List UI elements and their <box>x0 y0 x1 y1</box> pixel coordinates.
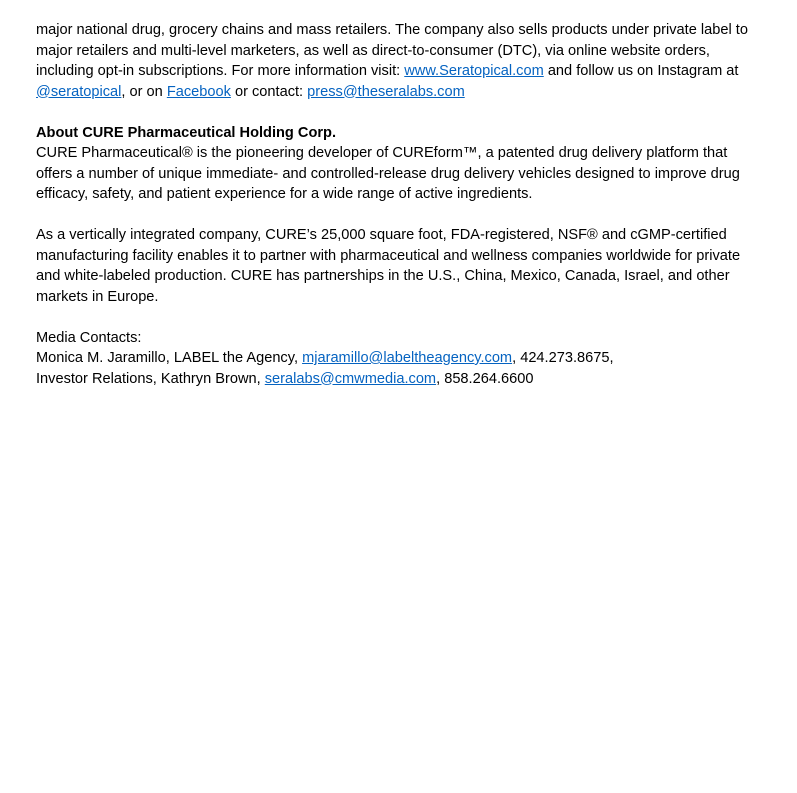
contact-2-suffix: , 858.264.6600 <box>436 370 534 387</box>
media-contacts-section <box>36 328 758 390</box>
contact-2-prefix: Investor Relations, Kathryn Brown, <box>36 370 265 387</box>
facebook-link[interactable]: Facebook <box>166 83 231 100</box>
intro-text-2: and follow us on Instagram at <box>543 63 739 79</box>
press-email-link[interactable]: press@theseralabs.com <box>307 83 465 100</box>
contact-2-email-link[interactable]: seralabs@cmwmedia.com <box>264 370 437 387</box>
intro-text-1: major national drug, grocery chains and mass retailers. The company also sells products under private label to major retailers and multi-level marketers, as well as direct-to-consumer (DTC), via online website orders, including opt-in subscriptions. For more information visit: <box>36 22 748 79</box>
intro-text-3: , or on <box>121 83 167 100</box>
about-section <box>36 123 758 205</box>
about-heading: About CURE Pharmaceutical Holding Corp. <box>36 124 337 141</box>
intro-text-4: or contact: <box>230 83 308 100</box>
intro-paragraph <box>36 20 758 102</box>
about-paragraph-2: As a vertically integrated company, CURE’s 25,000 square foot, FDA-registered, NSF® and cGMP-certified manufacturing facility enables it to partner with pharmaceutical and wellness companies worldwide for private and white-labeled production. CURE has partnerships in the U.S., China, Mexico, Canada, Israel, and other markets in Europe. <box>36 227 741 305</box>
contact-1-prefix: Monica M. Jaramillo, LABEL the Agency, <box>36 350 303 366</box>
instagram-link[interactable]: @seratopical <box>36 83 122 100</box>
contact-1-email-link[interactable]: mjaramillo@labeltheagency.com <box>302 350 513 366</box>
media-contact-2 <box>36 369 758 390</box>
website-link[interactable]: www.Seratopical.com <box>404 63 544 79</box>
media-contacts-heading: Media Contacts: <box>36 329 142 346</box>
media-contact-1 <box>36 348 758 369</box>
about-paragraph-1: CURE Pharmaceutical® is the pioneering developer of CUREform™, a patented drug delivery platform that offers a number of unique immediate- and controlled-release drug delivery vehicles designed to improve drug efficacy, safety, and patient experience for a wide range of active ingredients. <box>36 145 740 202</box>
contact-1-suffix: , 424.273.8675, <box>512 350 614 366</box>
document-page <box>36 20 758 410</box>
